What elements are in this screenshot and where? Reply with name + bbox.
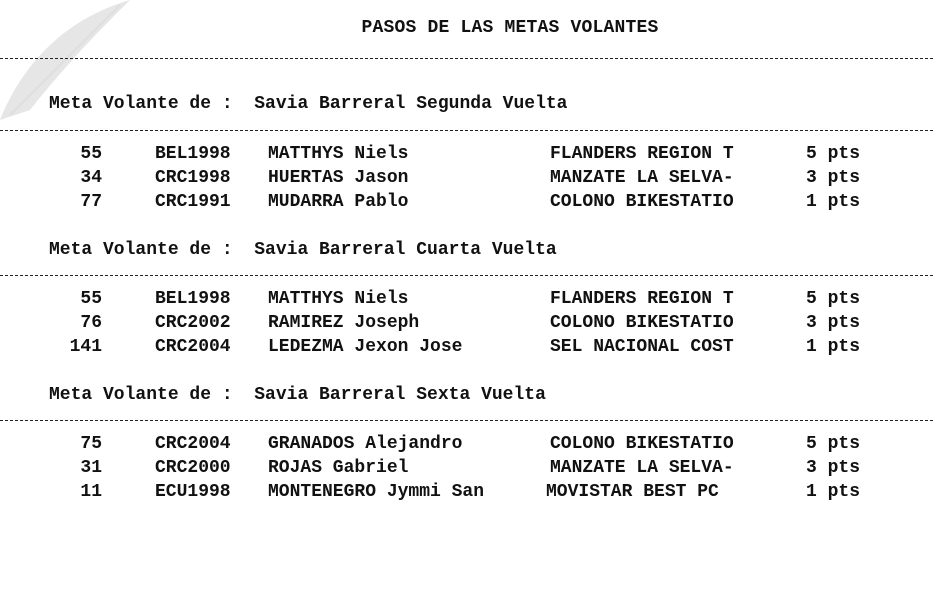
dorsal-number: 141 <box>69 337 102 357</box>
team-name: MANZATE LA SELVA- <box>550 458 734 478</box>
rider-code: CRC2004 <box>155 337 231 357</box>
table-row <box>0 434 933 458</box>
table-row <box>0 289 933 313</box>
table-row <box>0 168 933 192</box>
dorsal-number: 11 <box>80 482 102 502</box>
rider-name: MATTHYS Niels <box>268 144 409 164</box>
rider-name: MATTHYS Niels <box>268 289 409 309</box>
rider-name: HUERTAS Jason <box>268 168 409 188</box>
rider-name: RAMIREZ Joseph <box>268 313 420 333</box>
points: 1 pts <box>806 482 861 502</box>
dorsal-number: 34 <box>80 168 102 188</box>
team-name: FLANDERS REGION T <box>550 289 734 309</box>
dorsal-number: 76 <box>80 313 102 333</box>
dorsal-number: 55 <box>80 144 102 164</box>
rider-name: LEDEZMA Jexon Jose <box>268 337 463 357</box>
rider-code: CRC1991 <box>155 192 231 212</box>
divider <box>0 275 933 276</box>
team-name: COLONO BIKESTATIO <box>550 313 734 333</box>
table-row <box>0 144 933 168</box>
rider-name: GRANADOS Alejandro <box>268 434 463 454</box>
dorsal-number: 75 <box>80 434 102 454</box>
table-row <box>0 337 933 361</box>
rider-name: MONTENEGRO Jymmi San <box>268 482 485 502</box>
section-heading: Meta Volante de : Savia Barreral Sexta Vuelta <box>49 385 546 405</box>
rider-code: ECU1998 <box>155 482 231 502</box>
rider-code: BEL1998 <box>155 144 231 164</box>
team-name: FLANDERS REGION T <box>550 144 734 164</box>
section-heading: Meta Volante de : Savia Barreral Cuarta Vuelta <box>49 240 557 260</box>
dorsal-number: 55 <box>80 289 102 309</box>
points: 3 pts <box>806 168 861 188</box>
rider-name: ROJAS Gabriel <box>268 458 409 478</box>
team-name: COLONO BIKESTATIO <box>550 192 734 212</box>
section-heading: Meta Volante de : Savia Barreral Segunda Vuelta <box>49 94 568 114</box>
rider-code: BEL1998 <box>155 289 231 309</box>
team-name: SEL NACIONAL COST <box>550 337 734 357</box>
table-row <box>0 482 933 506</box>
team-name: COLONO BIKESTATIO <box>550 434 734 454</box>
rider-code: CRC1998 <box>155 168 231 188</box>
rider-code: CRC2000 <box>155 458 231 478</box>
team-name: MOVISTAR BEST PC <box>546 482 719 502</box>
table-row <box>0 313 933 337</box>
divider <box>0 130 933 131</box>
divider <box>0 58 933 59</box>
page-title: PASOS DE LAS METAS VOLANTES <box>361 18 659 38</box>
divider <box>0 420 933 421</box>
table-row <box>0 458 933 482</box>
points: 5 pts <box>806 289 861 309</box>
points: 1 pts <box>806 192 861 212</box>
team-name: MANZATE LA SELVA- <box>550 168 734 188</box>
rider-name: MUDARRA Pablo <box>268 192 409 212</box>
rider-code: CRC2002 <box>155 313 231 333</box>
points: 1 pts <box>806 337 861 357</box>
rider-code: CRC2004 <box>155 434 231 454</box>
dorsal-number: 77 <box>80 192 102 212</box>
points: 3 pts <box>806 313 861 333</box>
points: 5 pts <box>806 144 861 164</box>
table-row <box>0 192 933 216</box>
dorsal-number: 31 <box>80 458 102 478</box>
points: 5 pts <box>806 434 861 454</box>
points: 3 pts <box>806 458 861 478</box>
